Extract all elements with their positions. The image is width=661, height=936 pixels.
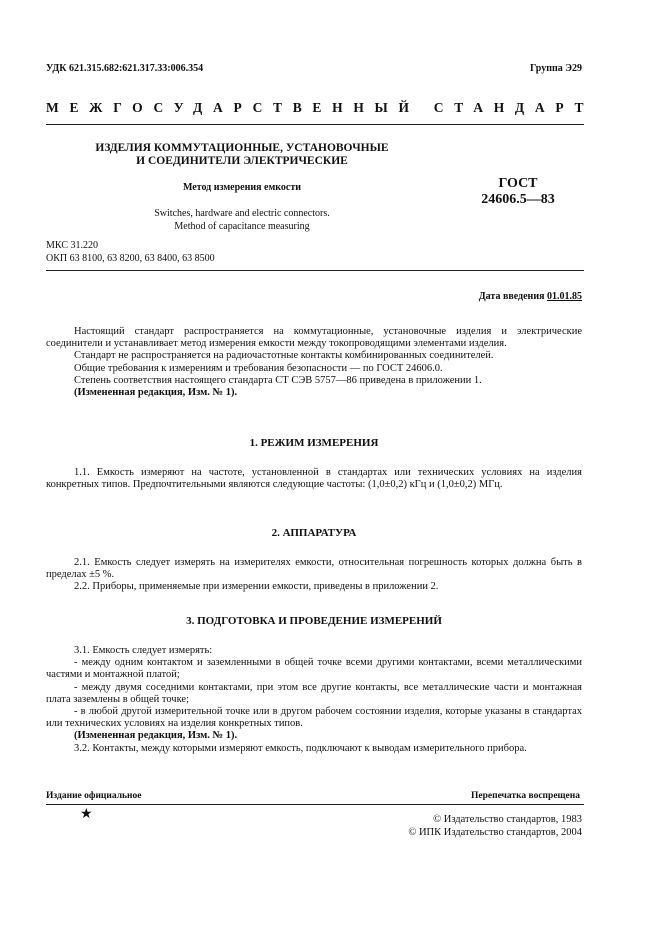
intro-paragraph-4: Степень соответствия настоящего стандарта СТ СЭВ 5757—86 приведена в приложении 1.: [74, 374, 482, 386]
intro-paragraph-3: Общие требования к измерениям и требования безопасности — по ГОСТ 24606.0.: [74, 362, 443, 374]
intro-paragraph-2: Стандарт не распространяется на радиочастотные контакты комбинированных соединителей.: [74, 350, 494, 362]
document-title: [62, 142, 422, 168]
mks-code: МКС 31.220: [46, 240, 98, 251]
section-2-heading: 2. АППАРАТУРА: [271, 527, 357, 539]
star-icon: ★: [80, 807, 93, 822]
title-line-1: ИЗДЕЛИЯ КОММУТАЦИОННЫЕ, УСТАНОВОЧНЫЕ: [95, 142, 389, 154]
gost-number: [462, 176, 574, 208]
copyright-1983: © Издательство стандартов, 1983: [433, 814, 582, 825]
middle-divider: [46, 270, 584, 271]
clause-3-1: 3.1. Емкость следует измерять:: [74, 645, 213, 656]
method-subtitle: Метод измерения емкости: [182, 182, 302, 193]
top-divider: [46, 124, 584, 125]
section-2-body: [46, 557, 582, 594]
intro-date-value: 01.01.85: [547, 291, 582, 302]
gost-code: 24606.5—83: [481, 192, 555, 207]
clause-1-1: 1.1. Емкость измеряют на частоте, установленной в стандартах или технических условиях на изделия конкретных типов. Предпочтительными являются следующие частоты: (1,0±0,2) кГц и (1,0±0,2) МГц.: [46, 467, 582, 491]
section-1-heading: 1. РЕЖИМ ИЗМЕРЕНИЯ: [249, 437, 379, 449]
list-item-1: - между одним контактом и заземленными в общей точке всеми другими контактами, всеми металлическими частями и монтажной платой;: [46, 657, 582, 681]
english-title-line-2: Method of capacitance measuring: [174, 220, 310, 232]
section-3-heading: 3. ПОДГОТОВКА И ПРОВЕДЕНИЕ ИЗМЕРЕНИЙ: [186, 615, 442, 627]
intro-paragraph-1: Настоящий стандарт распространяется на коммутационные, установочные изделия и электрические соединители и устанавливает метод измерения емкости между токопроводящими элементами изделия.: [46, 326, 582, 350]
footer-divider: [46, 804, 584, 805]
clause-3-2: 3.2. Контакты, между которыми измеряют емкость, подключают к выводам измерительного прибора.: [74, 742, 527, 754]
title-line-2: И СОЕДИНИТЕЛИ ЭЛЕКТРИЧЕСКИЕ: [136, 155, 348, 167]
english-title: [62, 208, 422, 233]
standard-banner: МЕЖГОСУДАРСТВЕННЫЙ СТАНДАРТ: [46, 100, 595, 115]
udk-code: УДК 621.315.682:621.317.33:006.354: [46, 63, 204, 74]
section-1-body: [46, 467, 582, 491]
intro-date-label: Дата введения: [478, 291, 545, 302]
official-edition-label: Издание официальное: [46, 791, 142, 801]
copyright-block: [408, 813, 582, 839]
intro-amendment-note: (Измененная редакция, Изм. № 1).: [74, 387, 238, 399]
reprint-prohibited-label: Перепечатка воспрещена: [470, 791, 580, 801]
section-3-body: [46, 645, 582, 755]
gost-label: ГОСТ: [498, 176, 538, 191]
intro-section: [46, 326, 582, 399]
intro-date: [479, 291, 582, 302]
clause-2-2: 2.2. Приборы, применяемые при измерении емкости, приведены в приложении 2.: [74, 581, 439, 593]
okp-code: ОКП 63 8100, 63 8200, 63 8400, 63 8500: [46, 252, 215, 264]
clause-2-1: 2.1. Емкость следует измерять на измерителях емкости, относительная погрешность которых должна быть в пределах ±5 %.: [46, 557, 582, 581]
copyright-2004: © ИПК Издательство стандартов, 2004: [408, 827, 582, 838]
english-title-line-1: Switches, hardware and electric connectors.: [154, 208, 330, 219]
section-3-amendment-note: (Измененная редакция, Изм. № 1).: [74, 730, 238, 742]
classification-codes: [46, 240, 215, 265]
list-item-3: - в любой другой измерительной точке или в другом рабочем состоянии изделия, которые указаны в стандартах или технических условиях на изделия конкретных типов.: [46, 706, 582, 730]
group-code: Группа Э29: [530, 63, 582, 74]
list-item-2: - между двумя соседними контактами, при этом все другие контакты, все металлические части и монтажная плата заземлены в общей точке;: [46, 681, 582, 705]
